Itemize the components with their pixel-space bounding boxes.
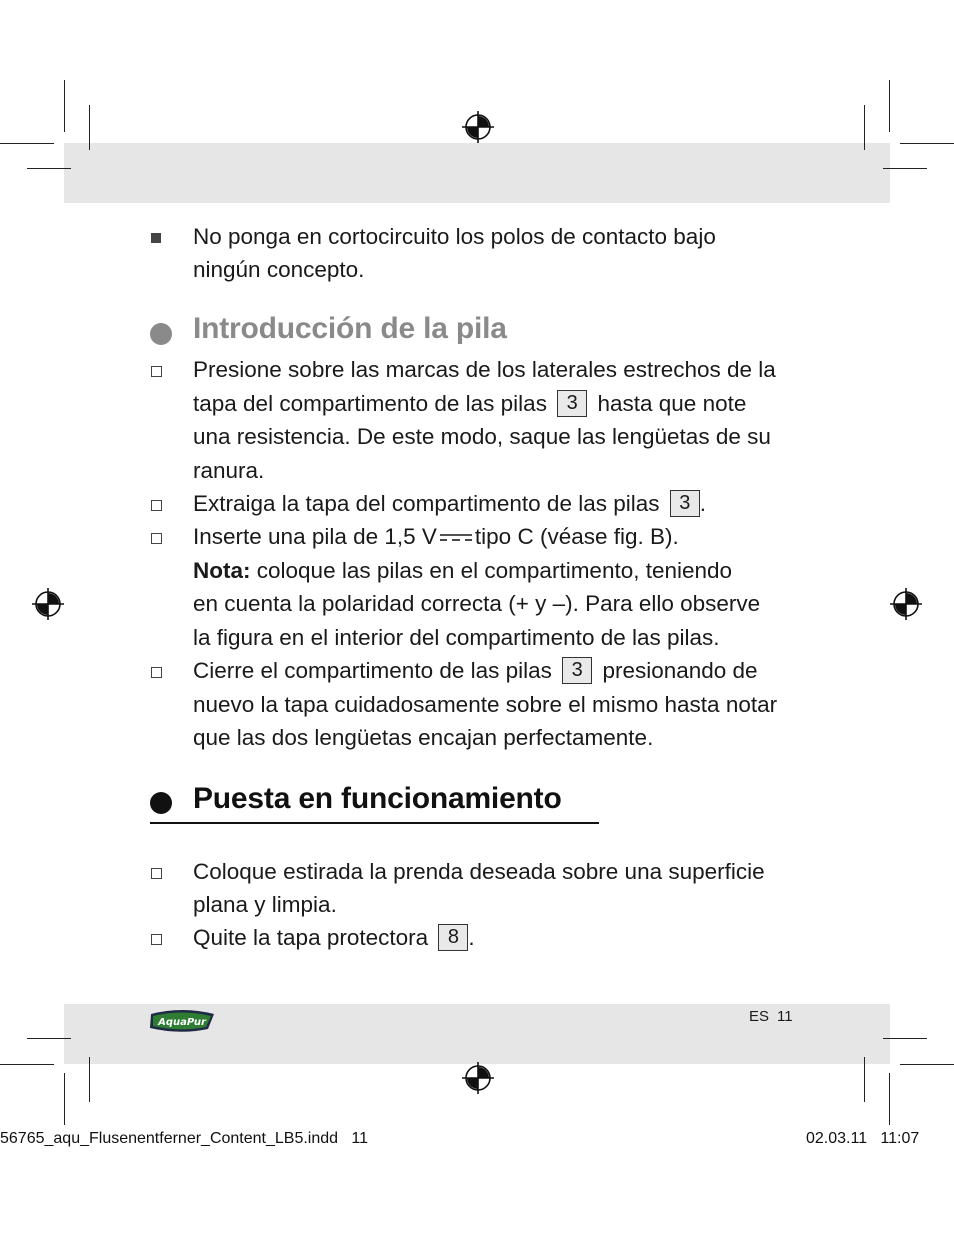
- step-checkbox-icon: [151, 868, 162, 879]
- operation-step2-line: [193, 921, 475, 955]
- step1-text-before: tapa del compartimento de las pilas: [193, 391, 547, 416]
- operation-step1-line-1: Coloque estirada la prenda deseada sobre una superficie: [193, 859, 765, 884]
- page-number: [749, 1008, 793, 1025]
- slug-datetime: 02.03.11 11:07: [806, 1130, 920, 1147]
- step3-text-after: tipo C (véase fig. B).: [474, 524, 679, 549]
- section-bullet-icon: [150, 792, 172, 814]
- part-reference-badge: 8: [438, 924, 468, 951]
- step-checkbox-icon: [151, 500, 162, 511]
- section-underline: [150, 822, 599, 824]
- step1-line-4: ranura.: [193, 458, 265, 483]
- step2-text-after: .: [699, 491, 707, 516]
- header-band: [64, 143, 890, 203]
- section-title-operation: Puesta en funcionamiento: [193, 782, 562, 815]
- note-label: Nota:: [193, 558, 251, 583]
- step4-line-2: nuevo la tapa cuidadosamente sobre el mismo hasta notar: [193, 692, 778, 717]
- step3-note-line-1: [193, 554, 732, 588]
- page-number-value: 11: [777, 1008, 793, 1025]
- step4-text-after: presionando de: [602, 658, 758, 683]
- section-title-insertion: Introducción de la pila: [193, 312, 507, 345]
- section-bullet-icon: [150, 323, 172, 345]
- step4-line-1: [193, 654, 758, 688]
- operation-step2-text-before: Quite la tapa protectora: [193, 925, 429, 950]
- registration-mark-icon: [31, 587, 65, 621]
- step1-text-after: hasta que note: [597, 391, 747, 416]
- language-code: ES: [749, 1008, 770, 1025]
- operation-step1-line-2: plana y limpia.: [193, 892, 337, 917]
- step2-text-before: Extraiga la tapa del compartimento de las pilas: [193, 491, 660, 516]
- step1-line-2: [193, 387, 746, 421]
- slug-filename: 56765_aqu_Flusenentferner_Content_LB5.indd 11: [0, 1130, 368, 1147]
- part-reference-badge: 3: [562, 657, 592, 684]
- step1-line-3: una resistencia. De este modo, saque las lengüetas de su: [193, 424, 771, 449]
- logo-text: AquaPur: [158, 1017, 206, 1028]
- part-reference-badge: 3: [557, 390, 587, 417]
- step3-text-before: Inserte una pila de 1,5 V: [193, 524, 437, 549]
- note-text: coloque las pilas en el compartimento, teniendo: [256, 558, 733, 583]
- step-checkbox-icon: [151, 934, 162, 945]
- part-reference-badge: 3: [670, 490, 700, 517]
- step-checkbox-icon: [151, 533, 162, 544]
- intro-line-2: ningún concepto.: [193, 257, 365, 282]
- direct-current-icon: [439, 530, 473, 544]
- step3-note-line-3: la figura en el interior del compartimento de las pilas.: [193, 625, 720, 650]
- step-checkbox-icon: [151, 366, 162, 377]
- aquapur-logo: [148, 1008, 216, 1034]
- step4-line-3: que las dos lengüetas encajan perfectamente.: [193, 725, 654, 750]
- step2-line: [193, 487, 706, 521]
- step-checkbox-icon: [151, 667, 162, 678]
- intro-line-1: No ponga en cortocircuito los polos de contacto bajo: [193, 224, 716, 249]
- registration-mark-icon: [461, 110, 495, 144]
- registration-mark-icon: [461, 1061, 495, 1095]
- step3-line-1: [193, 520, 679, 554]
- registration-mark-icon: [889, 587, 923, 621]
- step4-text-before: Cierre el compartimento de las pilas: [193, 658, 552, 683]
- operation-step2-text-after: .: [468, 925, 475, 950]
- step1-line-1: Presione sobre las marcas de los laterales estrechos de la: [193, 357, 776, 382]
- step3-note-line-2: en cuenta la polaridad correcta (+ y –). Para ello observe: [193, 591, 761, 616]
- bullet-square-icon: [151, 233, 161, 243]
